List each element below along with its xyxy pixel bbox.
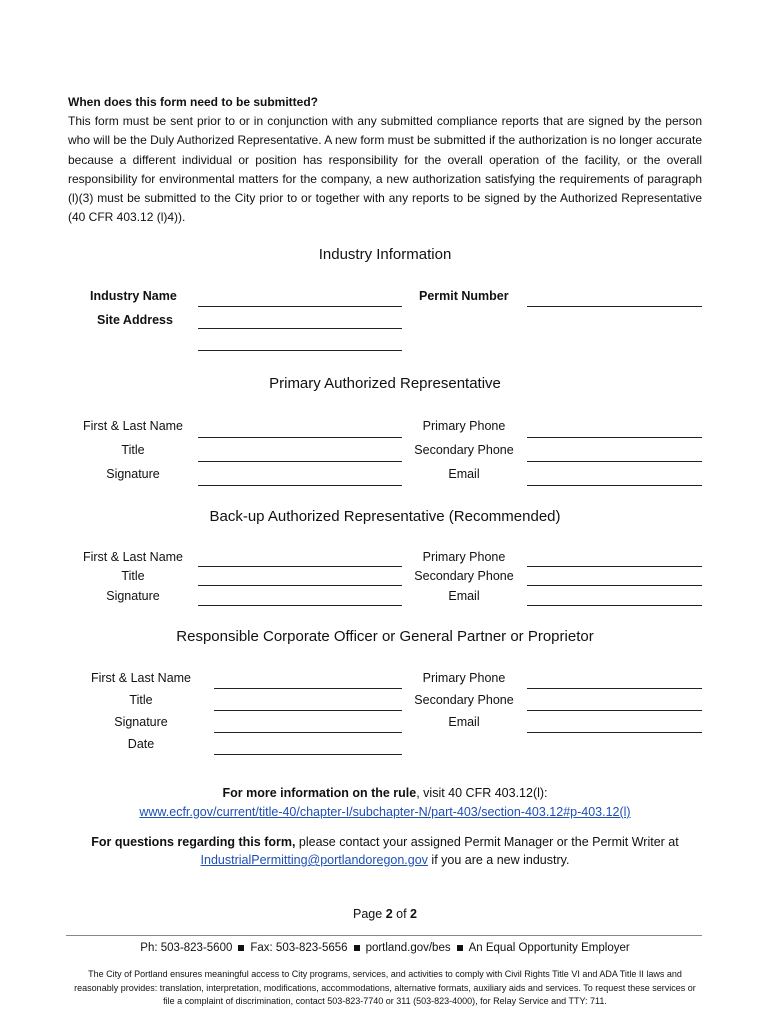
primary-phone2-label: Secondary Phone bbox=[414, 443, 514, 457]
page-prefix: Page bbox=[353, 907, 386, 921]
officer-phone1-field[interactable] bbox=[527, 688, 702, 689]
primary-title-label: Title bbox=[121, 443, 145, 457]
officer-title-field[interactable] bbox=[214, 710, 402, 711]
backup-name-label: First & Last Name bbox=[82, 550, 184, 564]
primary-phone2-field[interactable] bbox=[527, 461, 702, 462]
officer-name-label: First & Last Name bbox=[90, 671, 192, 685]
officer-email-label: Email bbox=[448, 715, 480, 729]
industry-name-field[interactable] bbox=[198, 306, 402, 307]
when-title: When does this form need to be submitted? bbox=[68, 95, 319, 109]
backup-heading: Back-up Authorized Representative (Recommended) bbox=[209, 508, 561, 525]
primary-name-label: First & Last Name bbox=[82, 419, 184, 433]
primary-title-field[interactable] bbox=[198, 461, 402, 462]
permit-number-field[interactable] bbox=[527, 306, 702, 307]
primary-phone1-field[interactable] bbox=[527, 437, 702, 438]
questions-rest: please contact your assigned Permit Manager or the Permit Writer at bbox=[295, 835, 679, 849]
when-body: This form must be sent prior to or in conjunction with any submitted compliance reports that are signed by the person who will be the Duly Authorized Representative. A new form must be submitted if the authorization is no longer accurate because a different individual or position has responsibility for the overall operation of the facility, or the overall responsibility for environmental matters for the company, a new authorization satisfying the requirements of paragraph (l)(3) must be submitted to the City prior to or together with any reports to be signed by the Authorized Representative (40 CFR 403.12 (l)4)). bbox=[68, 114, 702, 225]
site-address-label: Site Address bbox=[97, 313, 173, 327]
footer-web: portland.gov/bes bbox=[365, 942, 451, 954]
officer-date-field[interactable] bbox=[214, 754, 402, 755]
backup-signature-label: Signature bbox=[106, 589, 160, 603]
questions-email-line bbox=[0, 853, 770, 867]
questions-bold: For questions regarding this form, bbox=[91, 835, 296, 849]
industry-name-label: Industry Name bbox=[90, 289, 177, 303]
permitting-email-link[interactable]: IndustrialPermitting@portlandoregon.gov bbox=[200, 853, 428, 867]
backup-phone2-field[interactable] bbox=[527, 585, 702, 586]
footer-fax: Fax: 503-823-5656 bbox=[250, 942, 348, 954]
primary-signature-field[interactable] bbox=[198, 485, 402, 486]
primary-name-field[interactable] bbox=[198, 437, 402, 438]
footer-fine-print: The City of Portland ensures meaningful access to City programs, services, and activities to comply with Civil Rights Title VI and ADA Title II laws and reasonably provides: translation, interpretation, modifications, accommodations, alternative formats, auxiliary aids and services. To request these services or file a complaint of discrimination, contact 503-823-7740 or 311 (503-823-4000), for Relay Service and TTY: 711. bbox=[74, 969, 696, 1007]
more-info-link-line bbox=[0, 805, 770, 819]
more-info-line bbox=[0, 786, 770, 800]
officer-phone2-field[interactable] bbox=[527, 710, 702, 711]
backup-phone2-label: Secondary Phone bbox=[414, 569, 514, 583]
backup-email-label: Email bbox=[448, 589, 480, 603]
ecfr-link[interactable]: www.ecfr.gov/current/title-40/chapter-I/subchapter-N/part-403/section-403.12#p-403.12(l) bbox=[139, 805, 631, 819]
officer-title-label: Title bbox=[129, 693, 153, 707]
square-bullet-icon bbox=[354, 945, 360, 951]
officer-email-field[interactable] bbox=[527, 732, 702, 733]
backup-name-field[interactable] bbox=[198, 566, 402, 567]
square-bullet-icon bbox=[457, 945, 463, 951]
primary-heading: Primary Authorized Representative bbox=[269, 375, 501, 392]
more-info-bold: For more information on the rule bbox=[222, 786, 417, 800]
primary-email-label: Email bbox=[448, 467, 480, 481]
square-bullet-icon bbox=[238, 945, 244, 951]
primary-email-field[interactable] bbox=[527, 485, 702, 486]
footer-divider bbox=[66, 935, 702, 936]
backup-phone1-field[interactable] bbox=[527, 566, 702, 567]
backup-email-field[interactable] bbox=[527, 605, 702, 606]
questions-line bbox=[0, 835, 770, 849]
page-total: 2 bbox=[410, 907, 417, 921]
backup-signature-field[interactable] bbox=[198, 605, 402, 606]
backup-title-label: Title bbox=[121, 569, 145, 583]
footer-eoe: An Equal Opportunity Employer bbox=[468, 942, 630, 954]
officer-name-field[interactable] bbox=[214, 688, 402, 689]
footer-contact bbox=[0, 942, 770, 954]
page-current: 2 bbox=[385, 907, 393, 921]
primary-phone1-label: Primary Phone bbox=[422, 419, 506, 433]
footer-phone: Ph: 503-823-5600 bbox=[140, 942, 233, 954]
officer-date-label: Date bbox=[127, 737, 155, 751]
primary-signature-label: Signature bbox=[106, 467, 160, 481]
backup-title-field[interactable] bbox=[198, 585, 402, 586]
officer-signature-label: Signature bbox=[114, 715, 168, 729]
page-of: of bbox=[392, 907, 411, 921]
officer-heading: Responsible Corporate Officer or General Partner or Proprietor bbox=[176, 628, 594, 645]
site-address-field-2[interactable] bbox=[198, 350, 402, 351]
officer-phone2-label: Secondary Phone bbox=[414, 693, 514, 707]
more-info-rest: , visit 40 CFR 403.12(l): bbox=[416, 786, 548, 800]
questions-tail: if you are a new industry. bbox=[427, 853, 570, 867]
backup-phone1-label: Primary Phone bbox=[422, 550, 506, 564]
officer-phone1-label: Primary Phone bbox=[422, 671, 506, 685]
permit-number-label: Permit Number bbox=[419, 289, 509, 303]
officer-signature-field[interactable] bbox=[214, 732, 402, 733]
page-number bbox=[0, 907, 770, 921]
industry-heading: Industry Information bbox=[318, 246, 452, 263]
site-address-field-1[interactable] bbox=[198, 328, 402, 329]
